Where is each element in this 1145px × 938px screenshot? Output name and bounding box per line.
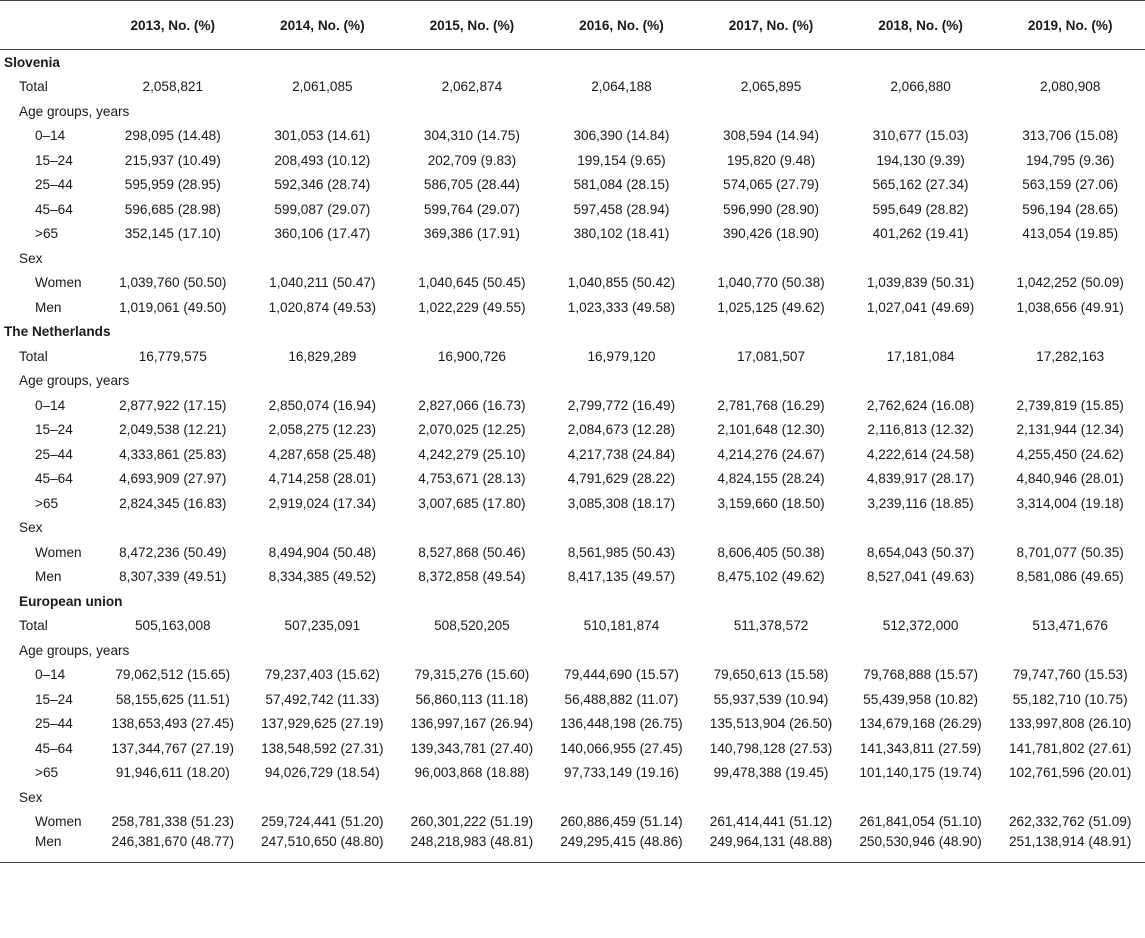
row-label: Age groups, years xyxy=(19,373,130,389)
cell-value xyxy=(696,246,846,271)
header-row xyxy=(0,1,1145,50)
cell-value: 8,494,904 (50.48) xyxy=(268,544,376,560)
header-year-2018: 2018, No. (%) xyxy=(846,1,996,50)
cell-value: 596,990 (28.90) xyxy=(723,201,820,217)
cell-value xyxy=(995,369,1145,394)
cell-value xyxy=(98,246,248,271)
cell-value xyxy=(995,99,1145,124)
cell-value: 3,159,660 (18.50) xyxy=(717,495,825,511)
cell-value: 8,472,236 (50.49) xyxy=(119,544,227,560)
cell-value xyxy=(696,99,846,124)
cell-value: 4,753,671 (28.13) xyxy=(418,471,526,487)
table-row xyxy=(0,834,1145,863)
cell-value: 55,937,539 (10.94) xyxy=(713,691,829,707)
cell-value: 1,027,041 (49.69) xyxy=(866,299,975,315)
cell-value: 139,343,781 (27.40) xyxy=(410,740,534,756)
row-label: Men xyxy=(0,834,98,863)
table-row xyxy=(0,271,1145,296)
header-year-2015: 2015, No. (%) xyxy=(397,1,547,50)
cell-value: 2,781,768 (16.29) xyxy=(717,397,825,413)
cell-value: 4,242,279 (25.10) xyxy=(418,446,526,462)
cell-value: 8,475,102 (49.62) xyxy=(717,569,825,585)
cell-value xyxy=(98,516,248,541)
cell-value: 194,130 (9.39) xyxy=(876,152,965,168)
table-row xyxy=(0,810,1145,835)
table-header xyxy=(0,1,1145,50)
cell-value: 138,653,493 (27.45) xyxy=(111,716,234,732)
row-label: 45–64 xyxy=(35,471,73,487)
cell-value xyxy=(846,516,996,541)
table-row xyxy=(0,173,1145,198)
cell-value: 79,768,888 (15.57) xyxy=(863,667,979,683)
cell-value: 401,262 (19.41) xyxy=(872,226,969,242)
cell-value: 133,997,808 (26.10) xyxy=(1008,716,1132,732)
cell-value: 258,781,338 (51.23) xyxy=(111,814,234,830)
cell-value: 2,065,895 xyxy=(740,79,802,95)
table-row xyxy=(0,516,1145,541)
cell-value: 140,066,955 (27.45) xyxy=(560,740,683,756)
cell-value: 2,116,813 (12.32) xyxy=(867,422,974,438)
cell-value: 2,080,908 xyxy=(1039,79,1101,95)
cell-value: 195,820 (9.48) xyxy=(726,152,816,168)
cell-value: 4,222,614 (24.58) xyxy=(866,446,975,462)
table-row xyxy=(0,148,1145,173)
cell-value: 3,085,308 (18.17) xyxy=(567,495,676,511)
cell-value: 574,065 (27.79) xyxy=(723,177,820,193)
cell-value: 134,679,168 (26.29) xyxy=(859,716,982,732)
cell-value: 4,791,629 (28.22) xyxy=(567,471,676,487)
cell-value: 2,824,345 (16.83) xyxy=(119,495,227,511)
cell-value: 352,145 (17.10) xyxy=(124,226,221,242)
cell-value xyxy=(397,785,547,810)
section-title: European union xyxy=(19,593,123,609)
row-label: 0–14 xyxy=(35,667,66,683)
cell-value: 380,102 (18.41) xyxy=(573,226,670,242)
cell-value: 56,488,882 (11.07) xyxy=(564,691,679,707)
table-row xyxy=(0,638,1145,663)
cell-value: 313,706 (15.08) xyxy=(1022,128,1119,144)
cell-value: 1,039,760 (50.50) xyxy=(119,275,227,291)
cell-value: 17,181,084 xyxy=(886,348,955,364)
cell-value: 2,061,085 xyxy=(292,79,353,95)
table-row xyxy=(0,222,1145,247)
cell-value xyxy=(248,638,398,663)
cell-value: 8,581,086 (49.65) xyxy=(1016,569,1124,585)
cell-value: 8,606,405 (50.38) xyxy=(717,544,825,560)
cell-value: 595,959 (28.95) xyxy=(124,177,221,193)
cell-value: 2,850,074 (16.94) xyxy=(268,397,376,413)
cell-value: 565,162 (27.34) xyxy=(872,177,969,193)
table-row xyxy=(0,197,1145,222)
row-label: Women xyxy=(35,275,82,291)
cell-value: 194,795 (9.36) xyxy=(1025,152,1115,168)
cell-value: 595,649 (28.82) xyxy=(872,201,969,217)
cell-value: 310,677 (15.03) xyxy=(872,128,969,144)
cell-value: 1,042,252 (50.09) xyxy=(1016,275,1124,291)
cell-value: 390,426 (18.90) xyxy=(723,226,820,242)
cell-value: 137,344,767 (27.19) xyxy=(111,740,234,756)
cell-value: 4,824,155 (28.24) xyxy=(717,471,825,487)
section-row-european-union xyxy=(0,589,1145,614)
cell-value: 8,307,339 (49.51) xyxy=(119,569,227,585)
cell-value: 596,194 (28.65) xyxy=(1022,201,1119,217)
cell-value: 511,378,572 xyxy=(733,618,809,634)
cell-value: 250,530,946 (48.90) xyxy=(846,834,996,863)
cell-value: 249,964,131 (48.88) xyxy=(696,834,846,863)
cell-value: 2,049,538 (12.21) xyxy=(119,422,227,438)
cell-value: 599,087 (29.07) xyxy=(274,201,371,217)
cell-value: 2,058,821 xyxy=(142,79,204,95)
cell-value xyxy=(846,246,996,271)
cell-value: 249,295,415 (48.86) xyxy=(547,834,697,863)
cell-value: 4,714,258 (28.01) xyxy=(268,471,376,487)
cell-value: 246,381,670 (48.77) xyxy=(98,834,248,863)
row-label: Total xyxy=(19,348,48,364)
cell-value: 2,066,880 xyxy=(890,79,951,95)
cell-value: 2,084,673 (12.28) xyxy=(567,422,676,438)
cell-value xyxy=(248,516,398,541)
cell-value: 8,334,385 (49.52) xyxy=(268,569,376,585)
cell-value: 17,282,163 xyxy=(1036,348,1105,364)
row-label: >65 xyxy=(35,226,59,242)
cell-value xyxy=(248,99,398,124)
row-label: Sex xyxy=(19,520,43,536)
table-row xyxy=(0,124,1145,149)
cell-value: 563,159 (27.06) xyxy=(1022,177,1119,193)
cell-value: 58,155,625 (11.51) xyxy=(115,691,230,707)
row-label: Men xyxy=(35,569,62,585)
cell-value xyxy=(696,369,846,394)
table-row xyxy=(0,295,1145,320)
cell-value: 2,919,024 (17.34) xyxy=(268,495,376,511)
cell-value: 79,747,760 (15.53) xyxy=(1012,667,1128,683)
row-label: 25–44 xyxy=(35,446,73,462)
cell-value: 4,840,946 (28.01) xyxy=(1016,471,1124,487)
cell-value: 1,039,839 (50.31) xyxy=(866,275,975,291)
row-label: 15–24 xyxy=(35,691,73,707)
cell-value: 138,548,592 (27.31) xyxy=(261,740,384,756)
cell-value: 599,764 (29.07) xyxy=(423,201,520,217)
cell-value: 1,019,061 (49.50) xyxy=(119,299,227,315)
cell-value xyxy=(547,99,697,124)
header-year-2013: 2013, No. (%) xyxy=(98,1,248,50)
cell-value: 102,761,596 (20.01) xyxy=(1008,765,1132,781)
header-year-2016: 2016, No. (%) xyxy=(547,1,697,50)
cell-value: 510,181,874 xyxy=(583,618,660,634)
table-row xyxy=(0,785,1145,810)
cell-value xyxy=(248,369,398,394)
cell-value: 141,343,811 (27.59) xyxy=(859,740,982,756)
cell-value: 1,038,656 (49.91) xyxy=(1016,299,1124,315)
cell-value: 8,701,077 (50.35) xyxy=(1016,544,1124,560)
cell-value xyxy=(995,516,1145,541)
cell-value xyxy=(547,785,697,810)
cell-value: 2,064,188 xyxy=(591,79,652,95)
cell-value: 3,239,116 (18.85) xyxy=(867,495,974,511)
cell-value xyxy=(397,516,547,541)
cell-value: 260,301,222 (51.19) xyxy=(410,814,534,830)
row-label: Total xyxy=(19,79,48,95)
cell-value: 1,020,874 (49.53) xyxy=(268,299,376,315)
cell-value: 79,237,403 (15.62) xyxy=(264,667,380,683)
cell-value: 97,733,149 (19.16) xyxy=(564,765,679,781)
row-label: 0–14 xyxy=(35,397,66,413)
table-row xyxy=(0,712,1145,737)
cell-value: 2,799,772 (16.49) xyxy=(567,397,676,413)
cell-value: 8,527,041 (49.63) xyxy=(866,569,975,585)
cell-value xyxy=(397,369,547,394)
cell-value xyxy=(846,369,996,394)
cell-value: 1,040,645 (50.45) xyxy=(418,275,526,291)
table-row xyxy=(0,246,1145,271)
cell-value xyxy=(995,638,1145,663)
cell-value: 2,101,648 (12.30) xyxy=(717,422,825,438)
cell-value: 8,527,868 (50.46) xyxy=(418,544,526,560)
cell-value: 79,062,512 (15.65) xyxy=(115,667,231,683)
cell-value: 3,314,004 (19.18) xyxy=(1016,495,1124,511)
cell-value: 57,492,742 (11.33) xyxy=(265,691,380,707)
cell-value: 199,154 (9.65) xyxy=(577,152,666,168)
cell-value: 2,877,922 (17.15) xyxy=(119,397,227,413)
cell-value: 4,255,450 (24.62) xyxy=(1016,446,1124,462)
cell-value: 513,471,676 xyxy=(1032,618,1108,634)
cell-value: 137,929,625 (27.19) xyxy=(261,716,384,732)
section-row-the-netherlands xyxy=(0,320,1145,345)
cell-value xyxy=(248,785,398,810)
cell-value xyxy=(547,369,697,394)
cell-value: 140,798,128 (27.53) xyxy=(709,740,833,756)
cell-value xyxy=(696,638,846,663)
cell-value xyxy=(98,785,248,810)
cell-value: 2,131,944 (12.34) xyxy=(1016,422,1124,438)
table-row xyxy=(0,344,1145,369)
cell-value: 136,448,198 (26.75) xyxy=(560,716,683,732)
cell-value: 4,693,909 (27.97) xyxy=(119,471,227,487)
cell-value: 4,839,917 (28.17) xyxy=(866,471,975,487)
cell-value: 596,685 (28.98) xyxy=(124,201,221,217)
cell-value: 56,860,113 (11.18) xyxy=(415,691,529,707)
cell-value xyxy=(995,785,1145,810)
table-body xyxy=(0,50,1145,863)
cell-value: 2,070,025 (12.25) xyxy=(418,422,526,438)
cell-value xyxy=(696,785,846,810)
row-label: 0–14 xyxy=(35,128,66,144)
cell-value: 413,054 (19.85) xyxy=(1022,226,1119,242)
cell-value: 1,040,770 (50.38) xyxy=(717,275,825,291)
cell-value: 4,287,658 (25.48) xyxy=(268,446,376,462)
section-title: The Netherlands xyxy=(4,324,111,340)
header-corner xyxy=(0,1,98,50)
header-year-2014: 2014, No. (%) xyxy=(248,1,398,50)
cell-value: 586,705 (28.44) xyxy=(423,177,520,193)
cell-value: 8,372,858 (49.54) xyxy=(418,569,526,585)
cell-value xyxy=(248,246,398,271)
section-row-slovenia xyxy=(0,50,1145,75)
row-label: Sex xyxy=(19,250,43,266)
row-label: >65 xyxy=(35,765,59,781)
cell-value: 4,214,276 (24.67) xyxy=(717,446,825,462)
cell-value xyxy=(397,246,547,271)
cell-value: 101,140,175 (19.74) xyxy=(859,765,982,781)
header-year-2019: 2019, No. (%) xyxy=(995,1,1145,50)
row-label: >65 xyxy=(35,495,59,511)
row-label: Women xyxy=(35,544,82,560)
cell-value: 259,724,441 (51.20) xyxy=(261,814,384,830)
table-row xyxy=(0,418,1145,443)
cell-value xyxy=(995,246,1145,271)
cell-value xyxy=(846,638,996,663)
cell-value: 260,886,459 (51.14) xyxy=(560,814,683,830)
cell-value: 306,390 (14.84) xyxy=(573,128,670,144)
table-row xyxy=(0,736,1145,761)
cell-value: 261,841,054 (51.10) xyxy=(859,814,982,830)
cell-value: 597,458 (28.94) xyxy=(573,201,670,217)
table-row xyxy=(0,565,1145,590)
cell-value: 508,520,205 xyxy=(434,618,510,634)
table-row xyxy=(0,540,1145,565)
cell-value: 79,315,276 (15.60) xyxy=(414,667,530,683)
cell-value: 141,781,802 (27.61) xyxy=(1008,740,1132,756)
row-label: Men xyxy=(35,299,62,315)
cell-value: 55,439,958 (10.82) xyxy=(863,691,979,707)
cell-value xyxy=(547,638,697,663)
cell-value: 2,058,275 (12.23) xyxy=(268,422,376,438)
cell-value: 91,946,611 (18.20) xyxy=(115,765,230,781)
row-label: Age groups, years xyxy=(19,642,130,658)
cell-value: 8,561,985 (50.43) xyxy=(567,544,676,560)
cell-value: 261,414,441 (51.12) xyxy=(709,814,833,830)
cell-value: 1,025,125 (49.62) xyxy=(717,299,825,315)
cell-value: 55,182,710 (10.75) xyxy=(1012,691,1128,707)
cell-value: 512,372,000 xyxy=(882,618,959,634)
cell-value: 208,493 (10.12) xyxy=(274,152,371,168)
table-row xyxy=(0,369,1145,394)
cell-value: 247,510,650 (48.80) xyxy=(248,834,398,863)
cell-value xyxy=(846,785,996,810)
cell-value xyxy=(696,516,846,541)
cell-value: 308,594 (14.94) xyxy=(723,128,820,144)
table-row xyxy=(0,99,1145,124)
row-label: 15–24 xyxy=(35,152,73,168)
cell-value: 581,084 (28.15) xyxy=(573,177,670,193)
header-year-2017: 2017, No. (%) xyxy=(696,1,846,50)
cell-value: 251,138,914 (48.91) xyxy=(995,834,1145,863)
cell-value: 16,829,289 xyxy=(288,348,357,364)
row-label: 25–44 xyxy=(35,177,73,193)
table-row xyxy=(0,687,1145,712)
cell-value: 1,040,211 (50.47) xyxy=(269,275,376,291)
cell-value: 16,900,726 xyxy=(437,348,506,364)
cell-value xyxy=(547,516,697,541)
cell-value: 2,739,819 (15.85) xyxy=(1016,397,1124,413)
cell-value: 94,026,729 (18.54) xyxy=(264,765,380,781)
row-label: Sex xyxy=(19,789,43,805)
cell-value: 262,332,762 (51.09) xyxy=(1008,814,1132,830)
cell-value: 215,937 (10.49) xyxy=(124,152,221,168)
row-label: 45–64 xyxy=(35,201,73,217)
cell-value: 360,106 (17.47) xyxy=(274,226,371,242)
cell-value: 4,217,738 (24.84) xyxy=(567,446,676,462)
table-row xyxy=(0,393,1145,418)
row-label: 15–24 xyxy=(35,422,73,438)
cell-value: 202,709 (9.83) xyxy=(427,152,517,168)
row-label: Women xyxy=(35,814,82,830)
cell-value: 298,095 (14.48) xyxy=(124,128,221,144)
cell-value: 16,779,575 xyxy=(138,348,207,364)
cell-value: 1,023,333 (49.58) xyxy=(567,299,676,315)
table-row xyxy=(0,491,1145,516)
cell-value: 79,444,690 (15.57) xyxy=(564,667,679,683)
cell-value: 248,218,983 (48.81) xyxy=(397,834,547,863)
table-row xyxy=(0,442,1145,467)
section-title: Slovenia xyxy=(4,54,60,70)
row-label: Age groups, years xyxy=(19,103,130,119)
table-row xyxy=(0,761,1145,786)
cell-value: 301,053 (14.61) xyxy=(274,128,371,144)
cell-value: 2,827,066 (16.73) xyxy=(418,397,526,413)
table-row xyxy=(0,614,1145,639)
cell-value: 1,022,229 (49.55) xyxy=(418,299,526,315)
cell-value xyxy=(846,99,996,124)
table-row xyxy=(0,663,1145,688)
cell-value: 96,003,868 (18.88) xyxy=(414,765,530,781)
cell-value: 135,513,904 (26.50) xyxy=(709,716,833,732)
cell-value: 592,346 (28.74) xyxy=(274,177,371,193)
cell-value: 4,333,861 (25.83) xyxy=(119,446,227,462)
cell-value: 505,163,008 xyxy=(134,618,211,634)
cell-value: 16,979,120 xyxy=(587,348,656,364)
table-row xyxy=(0,467,1145,492)
cell-value xyxy=(547,246,697,271)
cell-value: 2,762,624 (16.08) xyxy=(866,397,975,413)
cell-value xyxy=(397,638,547,663)
row-label: 45–64 xyxy=(35,740,73,756)
cell-value: 79,650,613 (15.58) xyxy=(713,667,829,683)
row-label: 25–44 xyxy=(35,716,73,732)
cell-value: 99,478,388 (19.45) xyxy=(713,765,829,781)
cell-value: 1,040,855 (50.42) xyxy=(567,275,676,291)
cell-value: 17,081,507 xyxy=(737,348,806,364)
cell-value: 2,062,874 xyxy=(441,79,503,95)
cell-value: 8,654,043 (50.37) xyxy=(866,544,975,560)
cell-value xyxy=(397,99,547,124)
cell-value: 507,235,091 xyxy=(284,618,361,634)
cell-value: 8,417,135 (49.57) xyxy=(567,569,676,585)
cell-value: 136,997,167 (26.94) xyxy=(410,716,534,732)
cell-value: 369,386 (17.91) xyxy=(423,226,520,242)
cell-value: 3,007,685 (17.80) xyxy=(418,495,526,511)
table-row xyxy=(0,75,1145,100)
cell-value: 304,310 (14.75) xyxy=(423,128,520,144)
row-label: Total xyxy=(19,618,48,634)
